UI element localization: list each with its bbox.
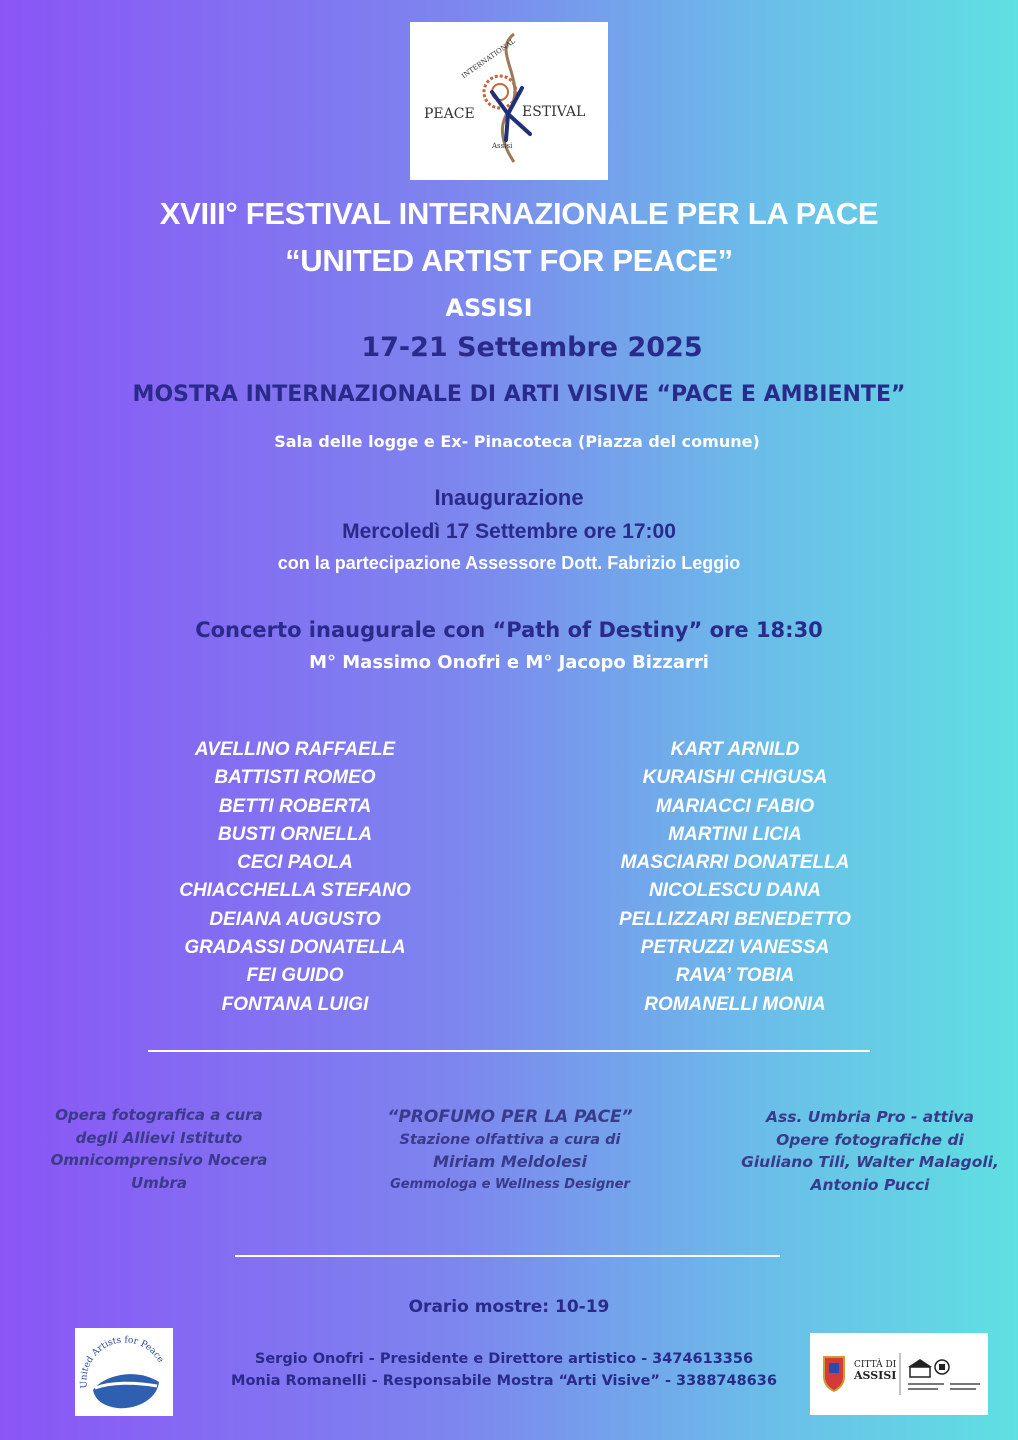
credit-umbria-pro	[740, 1106, 1000, 1196]
credit-line: “PROFUMO PER LA PACE”	[387, 1107, 633, 1127]
opening-hours: Orario mostre: 10-19	[408, 1297, 610, 1317]
credit-line: Gemmologa e Wellness Designer	[390, 1176, 630, 1192]
artist-name: CECI PAOLA	[237, 852, 353, 874]
credit-line: Ass. Umbria Pro - attiva	[766, 1108, 974, 1126]
credit-line: Antonio Pucci	[810, 1175, 930, 1194]
peace-festival-logo	[410, 22, 608, 180]
logo-festival-text: ESTIVAL	[522, 104, 586, 120]
festival-title: XVIII° FESTIVAL INTERNAZIONALE PER LA PACE	[159, 196, 879, 231]
artist-name: MASCIARRI DONATELLA	[620, 852, 850, 874]
credit-line: Miriam Meldolesi	[433, 1152, 587, 1171]
credit-line: Giuliano Tili, Walter Malagoli,	[741, 1153, 999, 1171]
exhibition-title: MOSTRA INTERNAZIONALE DI ARTI VISIVE “PACE E AMBIENTE”	[132, 382, 906, 407]
inauguration-guest: con la partecipazione Assessore Dott. Fabrizio Leggio	[277, 553, 741, 573]
artist-name: KART ARNILD	[670, 739, 800, 760]
inauguration-date: Mercoledì 17 Settembre ore 17:00	[342, 520, 676, 543]
artist-name: BATTISTI ROMEO	[214, 767, 376, 789]
festival-emblem-icon	[410, 22, 608, 180]
artist-name: AVELLINO RAFFAELE	[194, 739, 396, 760]
artist-name: MARTINI LICIA	[668, 823, 802, 845]
artist-name: DEIANA AUGUSTO	[209, 908, 381, 930]
artist-name: BETTI ROBERTA	[218, 795, 372, 817]
credit-line: Stazione olfattiva a cura di	[399, 1131, 621, 1148]
artist-name: ROMANELLI MONIA	[644, 993, 826, 1015]
venue-text: Sala delle logge e Ex- Pinacoteca (Piazza del comune)	[274, 432, 760, 451]
artist-name: MARIACCI FABIO	[655, 795, 815, 817]
uap-logo-text: United Artists for Peace	[79, 1335, 166, 1389]
artist-name: GRADASSI DONATELLA	[184, 937, 406, 959]
artist-name: RAVA’ TOBIA	[675, 965, 795, 987]
artists-list-right	[535, 736, 935, 1019]
logo-assisi-text: Assisi	[492, 142, 513, 150]
artist-name: BUSTI ORNELLA	[217, 823, 373, 845]
assisi-crest-icon	[810, 1333, 988, 1415]
credit-line: degli Allievi Istituto	[75, 1128, 243, 1147]
credit-line: Omnicomprensivo Nocera	[50, 1151, 268, 1169]
artist-name: PETRUZZI VANESSA	[640, 937, 830, 959]
artist-name: NICOLESCU DANA	[648, 880, 822, 902]
concert-title: Concerto inaugurale con “Path of Destiny” ore 18:30	[195, 618, 823, 642]
assisi-unesco-logos	[810, 1333, 988, 1415]
contact-director: Sergio Onofri - Presidente e Direttore artistico - 3474613356	[254, 1351, 754, 1367]
credit-line: Opera fotografica a cura	[55, 1106, 263, 1124]
credit-line: Opere fotografiche di	[776, 1130, 964, 1149]
wave-icon	[75, 1328, 173, 1416]
assisi-logo-city: CITTÀ DI	[854, 1360, 897, 1370]
credit-perfume-station	[360, 1106, 660, 1196]
divider	[235, 1255, 780, 1257]
artist-name: FONTANA LUIGI	[221, 993, 369, 1015]
artist-name: FEI GUIDO	[246, 965, 344, 987]
assisi-logo-name: ASSISI	[854, 1369, 897, 1382]
city-label: ASSISI	[445, 294, 533, 322]
logo-international-text: INTERNATIONAL	[460, 37, 517, 81]
festival-subtitle: “UNITED ARTIST FOR PEACE”	[285, 243, 733, 278]
artist-name: PELLIZZARI BENEDETTO	[619, 908, 851, 930]
credit-line: Umbra	[130, 1173, 188, 1192]
divider	[148, 1050, 870, 1052]
festival-dates: 17-21 Settembre 2025	[361, 332, 703, 363]
credit-photography-school	[40, 1104, 278, 1194]
artist-name: CHIACCHELLA STEFANO	[179, 880, 411, 902]
artist-name: KURAISHI CHIGUSA	[642, 767, 828, 789]
concert-musicians: M° Massimo Onofri e M° Jacopo Bizzarri	[309, 652, 709, 673]
united-artists-logo	[75, 1328, 173, 1416]
logo-peace-text: PEACE	[424, 106, 475, 122]
contact-curator: Monia Romanelli - Responsabile Mostra “Arti Visive” - 3388748636	[231, 1373, 777, 1389]
artists-list-left	[95, 736, 495, 1019]
inauguration-title: Inaugurazione	[434, 485, 584, 510]
